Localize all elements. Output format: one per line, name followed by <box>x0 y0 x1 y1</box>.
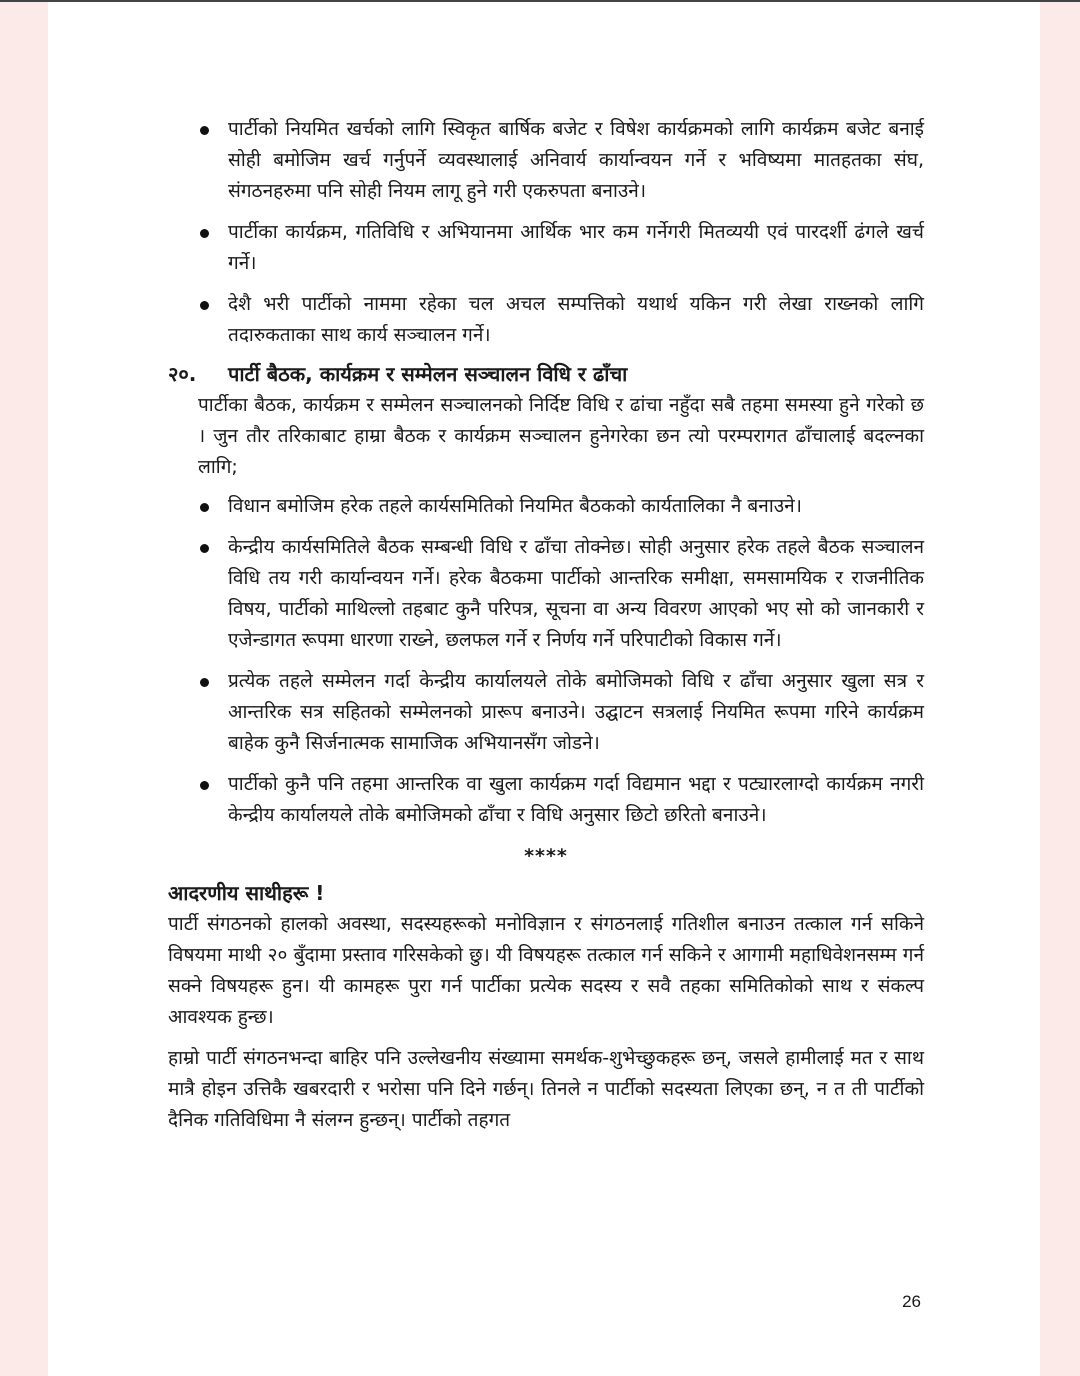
page-content <box>168 114 924 1146</box>
bullet-icon <box>200 126 209 135</box>
list-item: पार्टीको कुनै पनि तहमा आन्तरिक वा खुला कार्यक्रम गर्दा विद्यमान भद्दा र पट्यारलाग्दो कार्यक्रम नगरी केन्द्रीय कार्यालयले तोके बमोजिमको ढाँचा र विधि अनुसार छिटो छरितो बनाउने। <box>168 769 924 831</box>
page-number: 26 <box>902 1292 921 1311</box>
section-title: पार्टी बैठक, कार्यक्रम र सम्मेलन सञ्चालन विधि र ढाँचा <box>228 362 628 386</box>
list-item: विधान बमोजिम हरेक तहले कार्यसमितिको नियमित बैठकको कार्यतालिका नै बनाउने। <box>168 491 924 522</box>
bullet-icon <box>200 503 209 512</box>
list-item: देशै भरी पार्टीको नाममा रहेका चल अचल सम्पत्तिको यथार्थ यकिन गरी लेखा राख्नको लागि तदारुकताका साथ कार्य सञ्चालन गर्ने। <box>168 289 924 351</box>
separator: **** <box>524 845 568 867</box>
top-bullet-list <box>168 114 924 351</box>
list-item: प्रत्येक तहले सम्मेलन गर्दा केन्द्रीय कार्यालयले तोके बमोजिमको विधि र ढाँचा अनुसार खुला सत्र र आन्तरिक सत्र सहितको सम्मेलनको प्रारूप बनाउने। उद्घाटन सत्रलाई नियमित रूपमा गरिने कार्यक्रम बाहेक कुनै सिर्जनात्मक सामाजिक अभियानसँग जोडने। <box>168 666 924 759</box>
list-item: केन्द्रीय कार्यसमितिले बैठक सम्बन्धी विधि र ढाँचा तोक्नेछ। सोही अनुसार हरेक तहले बैठक सञ्चालन विधि तय गरी कार्यान्वयन गर्ने। हरेक बैठकमा पार्टीको आन्तरिक समीक्षा, समसामयिक र राजनीतिक विषय, पार्टीको माथिल्लो तहबाट कुनै परिपत्र, सूचना वा अन्य विवरण आएको भए सो को जानकारी र एजेन्डागत रूपमा धारणा राख्ने, छलफल गर्ने र निर्णय गर्ने परिपाटीको विकास गर्ने। <box>168 532 924 656</box>
section-bullet-list <box>168 491 924 831</box>
bullet-icon <box>200 544 209 553</box>
list-item: पार्टीका कार्यक्रम, गतिविधि र अभियानमा आर्थिक भार कम गर्नेगरी मितव्ययी एवं पारदर्शी ढंगले खर्च गर्ने। <box>168 217 924 279</box>
document-page <box>48 2 1040 1376</box>
body-paragraph: पार्टी संगठनको हालको अवस्था, सदस्यहरूको मनोविज्ञान र संगठनलाई गतिशील बनाउन तत्काल गर्न सकिने विषयमा माथी २० बुँदामा प्रस्ताव गरिसकेको छु। यी विषयहरू तत्काल गर्न सकिने र आगामी महाधिवेशनसम्म गर्न सक्ने विषयहरू हुन। यी कामहरू पुरा गर्न पार्टीका प्रत्येक सदस्य र सवै तहका समितिकोको साथ र संकल्प आवश्यक हुन्छ। <box>168 913 924 1028</box>
bullet-icon <box>200 781 209 790</box>
section-number: २०. <box>168 362 197 386</box>
section-heading <box>168 359 924 390</box>
salutation: आदरणीय साथीहरू ! <box>168 881 325 905</box>
body-paragraph: हाम्रो पार्टी संगठनभन्दा बाहिर पनि उल्लेखनीय संख्यामा समर्थक-शुभेच्छुकहरू छन्, जसले हामीलाई मत र साथ मात्रै होइन उत्तिकै खबरदारी र भरोसा पनि दिने गर्छन्। तिनले न पार्टीको सदस्यता लिएका छन्, न त ती पार्टीको दैनिक गतिविधिमा नै संलग्न हुन्छन्। पार्टीको तहगत <box>168 1047 924 1131</box>
bullet-icon <box>200 678 209 687</box>
list-item: पार्टीको नियमित खर्चको लागि स्विकृत बार्षिक बजेट र विषेश कार्यक्रमको लागि कार्यक्रम बजेट बनाई सोही बमोजिम खर्च गर्नुपर्ने व्यवस्थालाई अनिवार्य कार्यान्वयन गर्ने र भविष्यमा मातहतका संघ, संगठनहरुमा पनि सोही नियम लागू हुने गरी एकरुपता बनाउने। <box>168 114 924 207</box>
section-intro: पार्टीका बैठक, कार्यक्रम र सम्मेलन सञ्चालनको निर्दिष्ट विधि र ढांचा नहुँदा सबै तहमा समस्या हुने गरेको छ । जुन तौर तरिकाबाट हाम्रा बैठक र कार्यक्रम सञ्चालन हुनेगरेका छन त्यो परम्परागत ढाँचालाई बदल्नका लागि; <box>198 394 925 478</box>
bullet-icon <box>200 301 209 310</box>
bullet-icon <box>200 229 209 238</box>
